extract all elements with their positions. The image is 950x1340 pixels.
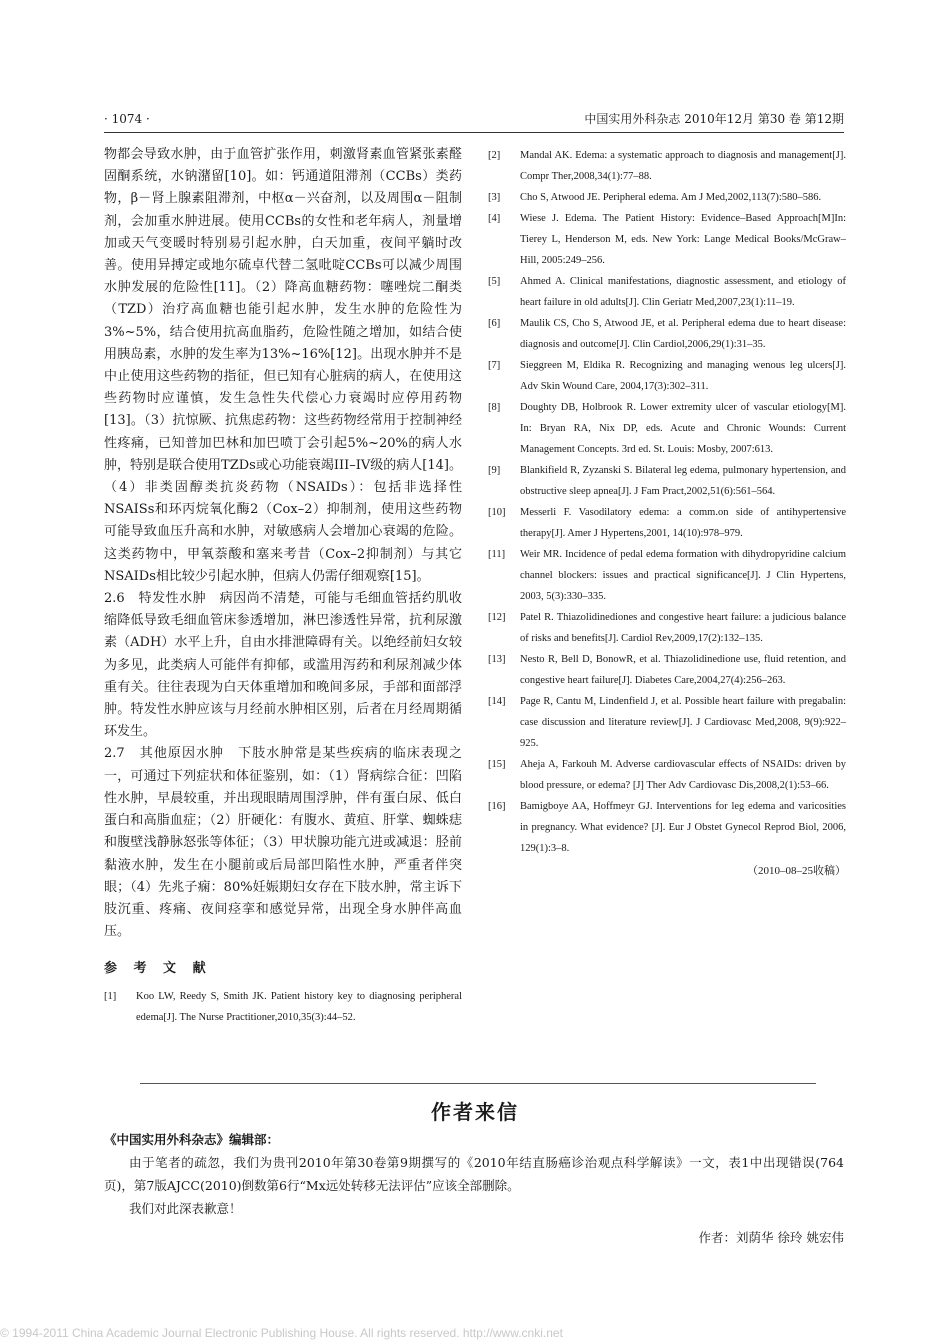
letter-apology: 我们对此深表歉意！	[129, 1201, 242, 1216]
reference-text: Bamigboye AA, Hoffmeyr GJ. Interventions for leg edema and varicosities in pregnancy. What evidence? [J]. Eur J Obstet Gynecol Reprod Biol, 2006, 129(1):3–8.	[520, 801, 846, 854]
reference-number: [11]	[488, 549, 506, 560]
reference-number: [10]	[488, 507, 506, 518]
received-date: （2010–08–25收稿）	[747, 865, 846, 877]
reference-text: Ahmed A. Clinical manifestations, diagnostic assessment, and etiology of heart failure in old adults[J]. Clin Geriatr Med,2007,23(1):11–19.	[520, 276, 846, 308]
reference-item	[488, 607, 846, 649]
letter-body: 由于笔者的疏忽，我们为贵刊2010年第30卷第9期撰写的《2010年结直肠癌诊治观点科学解读》一文，表1中出现错误(764页)，第7版AJCC(2010)倒数第6行“Mx远处转移无法评估”应该全部删除。	[104, 1155, 844, 1193]
reference-item	[488, 355, 846, 397]
reference-number: [7]	[488, 360, 501, 371]
reference-text: Cho S, Atwood JE. Peripheral edema. Am J Med,2002,113(7):580–586.	[520, 192, 822, 203]
reference-item	[488, 271, 846, 313]
reference-number: [15]	[488, 759, 506, 770]
reference-text: Aheja A, Farkouh M. Adverse cardiovascular effects of NSAIDs: driven by blood pressure, or edema? [J] Ther Adv Cardiovasc Dis,2008,2(1):53–66.	[520, 759, 846, 791]
reference-text: Koo LW, Reedy S, Smith JK. Patient history key to diagnosing peripheral edema[J]. The Nurse Practitioner,2010,35(3):44–52.	[136, 991, 462, 1024]
reference-number: [13]	[488, 654, 506, 665]
journal-info: 中国实用外科杂志 2010年12月 第30 卷 第12期	[584, 112, 844, 126]
author-letter	[104, 1128, 844, 1249]
reference-text: Weir MR. Incidence of pedal edema formation with dihydropyridine calcium channel blockers: issues and practical significance[J]. J Clin Hypertens, 2003, 5(3):330–335.	[520, 549, 846, 602]
section-divider	[140, 1083, 816, 1084]
reference-text: Sieggreen M, Eldika R. Recognizing and managing wenous leg ulcers[J]. Adv Skin Wound Care, 2004,17(3):302–311.	[520, 360, 846, 392]
reference-text: Messerli F. Vasodilatory edema: a comm.on side of antihypertensive therapy[J]. Amer J Hypertens,2001, 14(10):978–979.	[520, 507, 846, 539]
reference-text: Maulik CS, Cho S, Atwood JE, et al. Peripheral edema due to heart disease: diagnosis and outcome[J]. Clin Cardiol,2006,29(1):31–35.	[520, 318, 846, 350]
reference-text: Mandal AK. Edema: a systematic approach to diagnosis and management[J]. Compr Ther,2008,34(1):77–88.	[520, 150, 846, 182]
reference-number: [12]	[488, 612, 506, 623]
reference-text: Nesto R, Bell D, BonowR, et al. Thiazolidinedione use, fluid retention, and congestive heart failure[J]. Diabetes Care,2004,27(4):256–263.	[520, 654, 846, 686]
reference-text: Blankifield R, Zyzanski S. Bilateral leg edema, pulmonary hypertension, and obstructive sleep apnea[J]. J Fam Pract,2002,51(6):561–564.	[520, 465, 846, 497]
reference-item	[488, 544, 846, 607]
reference-item	[488, 796, 846, 859]
reference-number: [6]	[488, 318, 501, 329]
reference-number: [9]	[488, 465, 501, 476]
reference-item	[488, 691, 846, 754]
reference-number: [16]	[488, 801, 506, 812]
copyright-watermark: © 1994-2011 China Academic Journal Electronic Publishing House. All rights reserved. http://www.cnki.net	[0, 1326, 563, 1340]
reference-item	[488, 502, 846, 544]
letter-title: 作者来信	[431, 1100, 519, 1124]
reference-number: [4]	[488, 213, 501, 224]
reference-number: [1]	[104, 991, 117, 1003]
letter-salutation: 《中国实用外科杂志》编辑部：	[104, 1132, 280, 1147]
header-rule	[104, 132, 844, 133]
references-heading: 参 考 文 献	[104, 961, 212, 977]
reference-item	[488, 145, 846, 187]
reference-item	[104, 986, 462, 1028]
body-paragraph-3: 2.7 其他原因水肿 下肢水肿常是某些疾病的临床表现之一，可通过下列症状和体征鉴别，如：（1）肾病综合征：凹陷性水肿，早晨较重，并出现眼睛周围浮肿，伴有蛋白尿、低白蛋白和高脂血症；（2）肝硬化：有腹水、黄疸、肝掌、蜘蛛痣和腹壁浅静脉怒张等体征；（3）甲状腺功能亢进或减退：胫前黏液水肿，发生在小腿前或后局部凹陷性水肿，严重者伴突眼；（4）先兆子痫：80%妊娠期妇女存在下肢水肿，常主诉下肢沉重、疼痛、夜间痉挛和感觉异常，出现全身水肿伴高血压。	[104, 746, 462, 940]
reference-item	[488, 313, 846, 355]
body-paragraph-1: 物都会导致水肿，由于血管扩张作用，刺激肾素血管紧张素醛固酮系统，水钠潴留[10]。如：钙通道阻滞剂（CCBs）类药物，β－肾上腺素阻滞剂，中枢α－兴奋剂，以及周围α－阻制剂，会加重水肿进展。使用CCBs的女性和老年病人，剂量增加或天气变暖时特别易引起水肿，白天加重，夜间平躺时改善。使用异搏定或地尔硫卓代替二氢吡啶CCBs可以减少周围水肿发展的危险性[11]。（2）降高血糖药物：噻唑烷二酮类（TZD）治疗高血糖也能引起水肿，发生水肿的危险性为3%~5%，结合使用抗高血脂药，危险性随之增加，如结合使用胰岛素，水肿的发生率为13%~16%[12]。出现水肿并不是中止使用这些药物的指征，但已知有心脏病的病人，在使用这些药物时应谨慎，发生急性失代偿心力衰竭时应停用药物[13]。（3）抗惊厥、抗焦虑药物：这些药物经常用于控制神经性疼痛，已知普加巴林和加巴喷丁会引起5%~20%的病人水肿，特别是联合使用TZDs或心功能衰竭III–IV级的病人[14]。（4）非类固醇类抗炎药物（NSAIDs）：包括非选择性NSAISs和环丙烷氧化酶2（Cox–2）抑制剂，使用这些药物可能导致血压升高和水肿，对敏感病人会增加心衰竭的危险。这类药物中，甲氧萘酸和塞来考昔（Cox–2抑制剂）与其它NSAIDs相比较少引起水肿，但病人仍需仔细观察[15]。	[104, 147, 462, 584]
reference-item	[488, 187, 846, 208]
reference-text: Doughty DB, Holbrook R. Lower extremity ulcer of vascular etiology[M]. In: Bryan RA, Nix DP, eds. Acute and Chronic Wounds: Current Management Concepts. 3rd ed. St. Louis: Mosby, 2007:613.	[520, 402, 846, 455]
reference-number: [5]	[488, 276, 501, 287]
reference-number: [3]	[488, 192, 501, 203]
body-paragraph-2: 2.6 特发性水肿 病因尚不清楚，可能与毛细血管括约肌收缩降低导致毛细血管床参透增加，淋巴渗透性异常，抗利尿激素（ADH）水平上升，自由水排泄障碍有关。以绝经前妇女较为多见，此类病人可能伴有抑郁，或滥用泻药和利尿剂减少体重有关。往往表现为白天体重增加和晚间多尿，手部和面部浮肿。特发性水肿应该与月经前水肿相区别，后者在月经周期循环发生。	[104, 591, 462, 740]
reference-item	[488, 397, 846, 460]
reference-text: Page R, Cantu M, Lindenfield J, et al. Possible heart failure with pregabalin: case discussion and literature review[J]. J Cardiovasc Med,2008, 9(9):922–925.	[520, 696, 846, 749]
letter-signature: 作者：刘荫华 徐玲 姚宏伟	[698, 1230, 844, 1245]
reference-item	[488, 460, 846, 502]
reference-item	[488, 649, 846, 691]
right-column	[488, 145, 846, 881]
reference-item	[488, 208, 846, 271]
reference-text: Patel R. Thiazolidinediones and congestive heart failure: a judicious balance of risks and benefits[J]. Cardiol Rev,2009,17(2):132–135.	[520, 612, 846, 644]
reference-text: Wiese J. Edema. The Patient History: Evidence–Based Approach[M]In: Tierey L, Henderson M, eds. New York: Lange Medical Books/McGraw–Hill, 2005:249–256.	[520, 213, 846, 266]
left-column	[104, 144, 462, 1028]
reference-number: [2]	[488, 150, 501, 161]
page-number: · 1074 ·	[104, 112, 150, 126]
reference-item	[488, 754, 846, 796]
reference-number: [8]	[488, 402, 501, 413]
page-header	[104, 109, 844, 129]
reference-number: [14]	[488, 696, 506, 707]
